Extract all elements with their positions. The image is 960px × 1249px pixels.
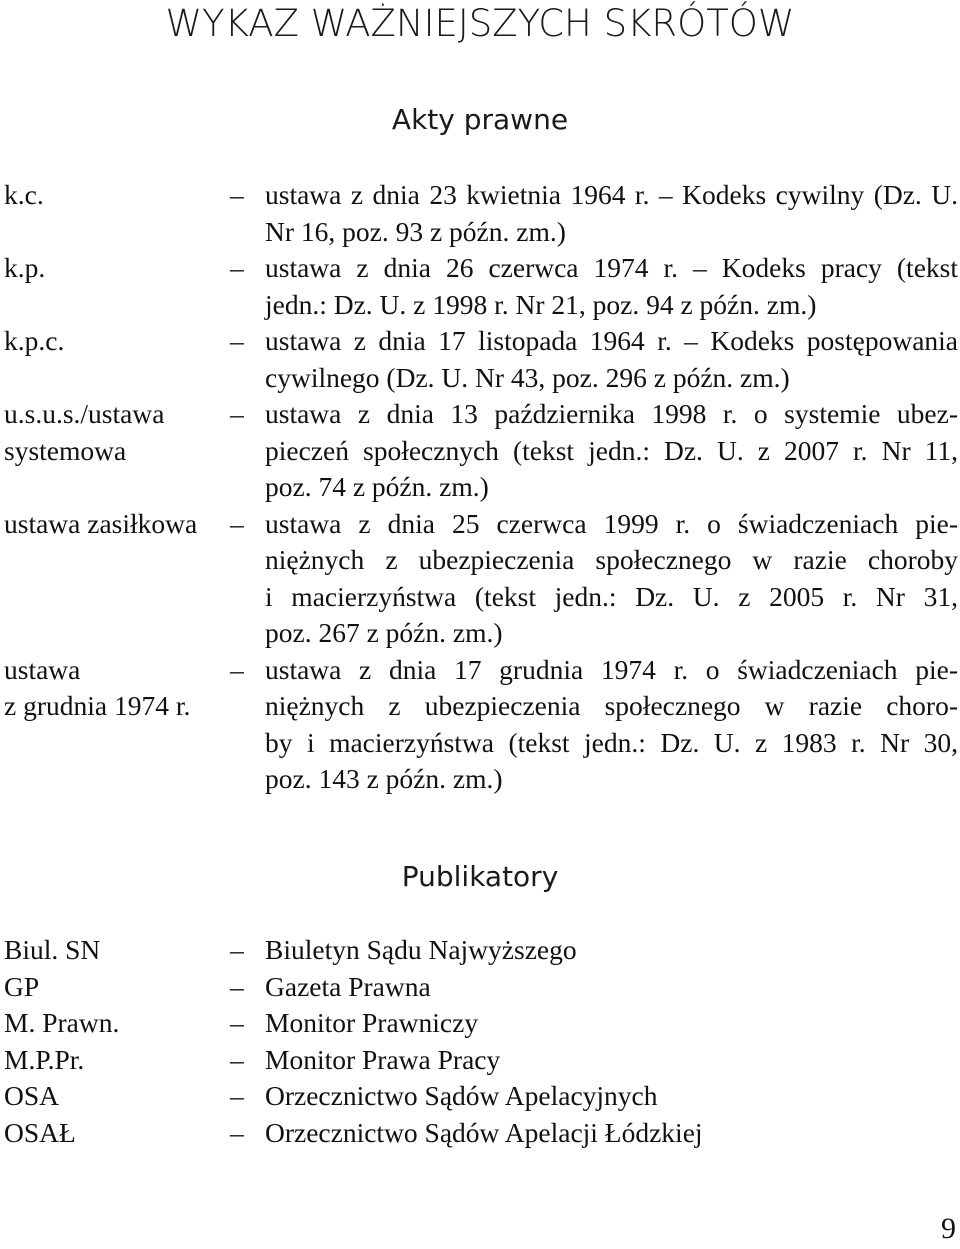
- dash-separator: –: [230, 252, 244, 283]
- page-number: 9: [941, 1212, 956, 1245]
- abbreviation-term-line: OSAŁ: [4, 1116, 76, 1148]
- definition-line: ustawa z dnia 26 czerwca 1974 r. – Kodeks pracy (tekst: [265, 252, 958, 283]
- abbreviation-definition: [265, 1115, 958, 1152]
- abbreviation-entry: [4, 1078, 958, 1115]
- abbreviation-entry: [4, 396, 958, 506]
- definition-line: Nr 16, poz. 93 z późn. zm.): [265, 215, 566, 247]
- dash-separator: –: [230, 970, 244, 1002]
- abbreviation-list-publikatory: [4, 932, 958, 1151]
- section-heading-akty-prawne: Akty prawne: [391, 103, 569, 136]
- definition-line: ustawa z dnia 25 czerwca 1999 r. o świadczeniach pie-: [265, 507, 958, 539]
- definition-line: Orzecznictwo Sądów Apelacyjnych: [265, 1080, 658, 1111]
- dash-separator: –: [230, 1043, 244, 1075]
- abbreviation-term: [4, 652, 234, 725]
- dash-separator: –: [230, 325, 244, 356]
- abbreviation-definition: [265, 506, 958, 652]
- abbreviation-term-line: M. Prawn.: [4, 1007, 120, 1038]
- abbreviation-term-line: OSA: [4, 1080, 60, 1111]
- abbreviation-definition: [265, 1005, 958, 1042]
- abbreviation-term: [4, 323, 234, 360]
- definition-line: Monitor Prawa Pracy: [265, 1043, 501, 1075]
- dash-separator: –: [230, 179, 244, 210]
- abbreviation-term: [4, 177, 234, 214]
- definition-line: by i macierzyństwa (tekst jedn.: Dz. U. z 1983 r. Nr 30,: [265, 726, 958, 758]
- abbreviation-term-line: k.p.: [4, 252, 46, 283]
- abbreviation-entry: [4, 1115, 958, 1152]
- abbreviation-entry: [4, 250, 958, 323]
- abbreviation-definition: [265, 1078, 958, 1115]
- section-heading-publikatory: Publikatory: [401, 860, 559, 893]
- abbreviation-term-line: Biul. SN: [4, 934, 101, 965]
- dash-separator: –: [230, 1007, 244, 1038]
- definition-line: i macierzyństwa (tekst jedn.: Dz. U. z 2005 r. Nr 31,: [265, 580, 958, 612]
- abbreviation-term-line: ustawa zasiłkowa: [4, 507, 198, 539]
- abbreviation-term: [4, 1078, 234, 1115]
- abbreviation-definition: [265, 396, 958, 506]
- abbreviation-term-line: GP: [4, 970, 40, 1002]
- abbreviation-term-line: k.p.c.: [4, 325, 65, 356]
- abbreviation-definition: [265, 177, 958, 250]
- abbreviation-entry: [4, 1005, 958, 1042]
- abbreviation-term: [4, 969, 234, 1006]
- dash-separator: –: [230, 653, 244, 685]
- definition-line: poz. 74 z późn. zm.): [265, 471, 489, 502]
- definition-line: ustawa z dnia 23 kwietnia 1964 r. – Kodeks cywilny (Dz. U.: [265, 179, 958, 210]
- definition-line: niężnych z ubezpieczenia społecznego w razie choro-: [265, 690, 958, 721]
- definition-line: pieczeń społecznych (tekst jedn.: Dz. U. z 2007 r. Nr 11,: [265, 434, 958, 466]
- abbreviation-definition: [265, 969, 958, 1006]
- definition-line: cywilnego (Dz. U. Nr 43, poz. 296 z późn. zm.): [265, 361, 790, 393]
- abbreviation-definition: [265, 652, 958, 798]
- definition-line: Monitor Prawniczy: [265, 1007, 479, 1038]
- definition-line: poz. 143 z późn. zm.): [265, 763, 503, 794]
- dash-separator: –: [230, 398, 244, 429]
- abbreviation-entry: [4, 1042, 958, 1079]
- dash-separator: –: [230, 1080, 244, 1111]
- abbreviation-definition: [265, 1042, 958, 1079]
- abbreviation-definition: [265, 250, 958, 323]
- definition-line: poz. 267 z późn. zm.): [265, 617, 503, 648]
- definition-line: ustawa z dnia 17 grudnia 1974 r. o świadczeniach pie-: [265, 653, 958, 685]
- abbreviation-term: [4, 1005, 234, 1042]
- abbreviation-term-line: z grudnia 1974 r.: [4, 690, 191, 721]
- abbreviation-term: [4, 396, 234, 469]
- abbreviation-term-line: u.s.u.s./ustawa: [4, 398, 165, 429]
- abbreviation-entry: [4, 969, 958, 1006]
- abbreviation-term-line: M.P.Pr.: [4, 1043, 85, 1075]
- abbreviation-entry: [4, 932, 958, 969]
- abbreviation-term: [4, 1042, 234, 1079]
- dash-separator: –: [230, 507, 244, 539]
- abbreviation-term: [4, 506, 234, 543]
- dash-separator: –: [230, 1116, 244, 1148]
- definition-line: ustawa z dnia 13 października 1998 r. o systemie ubez-: [265, 398, 958, 429]
- abbreviation-term-line: systemowa: [4, 434, 127, 466]
- abbreviation-entry: [4, 177, 958, 250]
- page-title: WYKAZ WAŻNIEJSZYCH SKRÓTÓW: [165, 2, 795, 45]
- definition-line: niężnych z ubezpieczenia społecznego w razie choroby: [265, 544, 958, 575]
- abbreviation-term-line: k.c.: [4, 179, 44, 210]
- abbreviation-term-line: ustawa: [4, 653, 81, 685]
- abbreviation-entry: [4, 506, 958, 652]
- dash-separator: –: [230, 934, 244, 965]
- abbreviation-entry: [4, 652, 958, 798]
- definition-line: ustawa z dnia 17 listopada 1964 r. – Kodeks postępowania: [265, 325, 958, 356]
- abbreviation-term: [4, 250, 234, 287]
- abbreviation-term: [4, 1115, 234, 1152]
- definition-line: Biuletyn Sądu Najwyższego: [265, 934, 577, 965]
- definition-line: jedn.: Dz. U. z 1998 r. Nr 21, poz. 94 z późn. zm.): [265, 288, 817, 320]
- definition-line: Orzecznictwo Sądów Apelacji Łódzkiej: [265, 1116, 703, 1148]
- abbreviation-list-akty-prawne: [4, 177, 958, 798]
- abbreviation-entry: [4, 323, 958, 396]
- abbreviation-definition: [265, 323, 958, 396]
- abbreviation-term: [4, 932, 234, 969]
- definition-line: Gazeta Prawna: [265, 970, 431, 1002]
- abbreviation-definition: [265, 932, 958, 969]
